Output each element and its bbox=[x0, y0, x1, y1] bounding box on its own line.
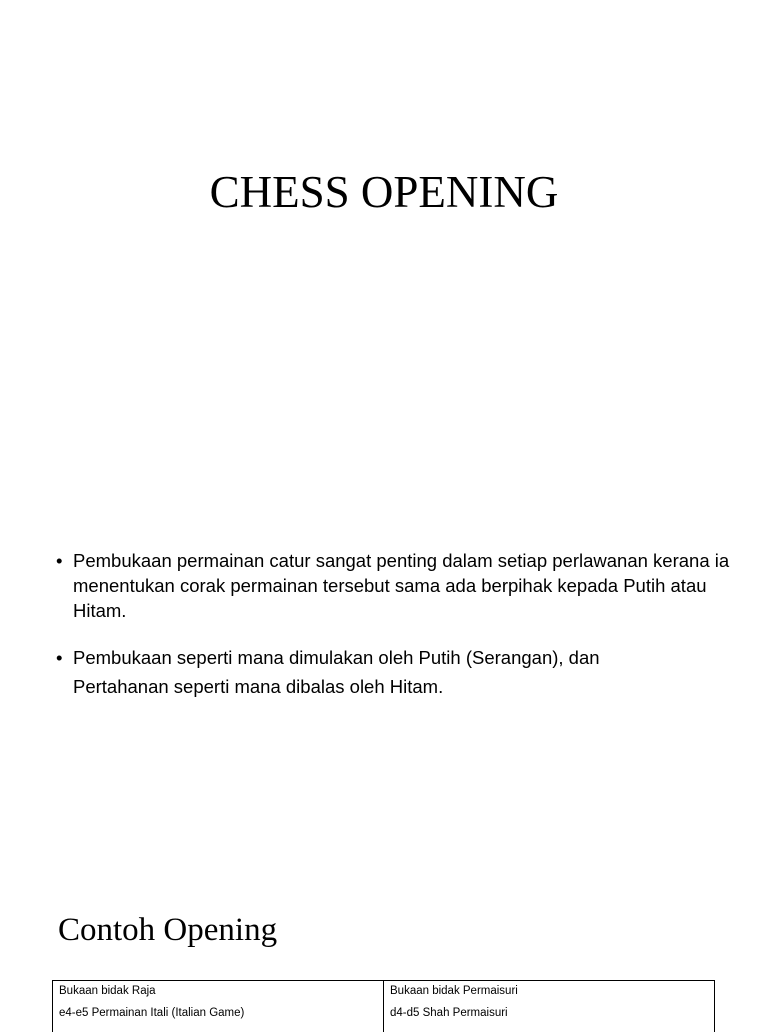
table-cell-king-pawn bbox=[53, 981, 384, 1032]
table-header-king-pawn: Bukaan bidak Raja bbox=[59, 984, 377, 1006]
bullet-icon: • bbox=[56, 548, 62, 573]
bullet-text: Pembukaan permainan catur sangat penting dalam setiap perlawanan kerana ia menentukan corak permainan tersebut sama ada berpihak kepada Putih atau Hitam. bbox=[73, 550, 729, 621]
bullet-icon: • bbox=[56, 645, 62, 670]
bullet-text-line-2: Pertahanan seperti mana dibalas oleh Hitam. bbox=[73, 674, 746, 699]
slide-title: CHESS OPENING bbox=[0, 166, 768, 218]
table-cell-queen-pawn bbox=[384, 981, 715, 1032]
bullet-item-importance bbox=[56, 548, 746, 623]
bullet-list bbox=[56, 548, 746, 699]
table-value-queens-gambit: d4-d5 Shah Permaisuri bbox=[390, 1006, 708, 1028]
bullet-item-attack-defense bbox=[56, 645, 746, 699]
table-header-queen-pawn: Bukaan bidak Permaisuri bbox=[390, 984, 708, 1006]
table-value-italian-game: e4-e5 Permainan Itali (Italian Game) bbox=[59, 1006, 377, 1028]
openings-table bbox=[52, 980, 715, 1032]
section-heading: Contoh Opening bbox=[58, 908, 277, 952]
bullet-text-line-1: Pembukaan seperti mana dimulakan oleh Putih (Serangan), dan bbox=[73, 647, 600, 668]
table-row bbox=[53, 981, 715, 1032]
